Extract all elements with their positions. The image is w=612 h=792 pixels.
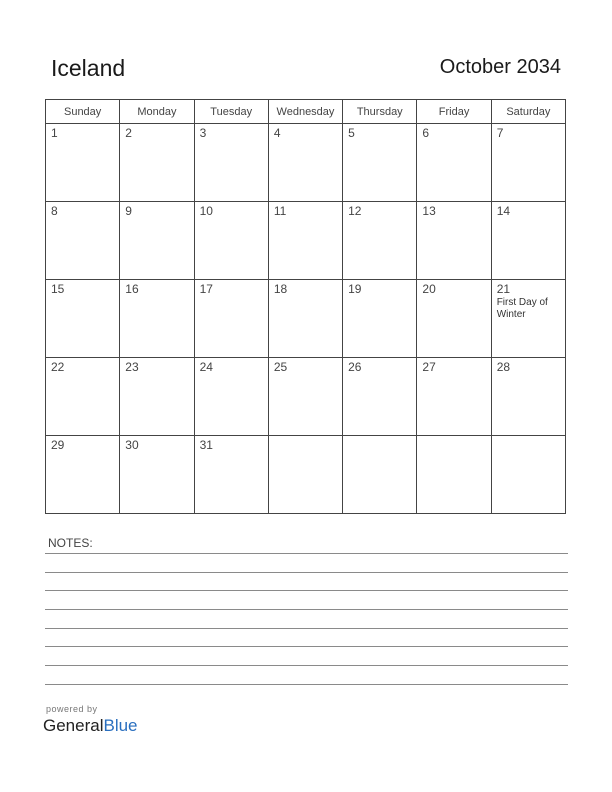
day-number: 10 xyxy=(199,204,213,218)
day-number: 26 xyxy=(348,360,362,374)
day-number: 16 xyxy=(125,282,139,296)
day-number: 22 xyxy=(51,360,65,374)
day-number: 11 xyxy=(273,204,287,218)
day-number: 5 xyxy=(348,126,355,140)
day-number xyxy=(343,436,416,438)
note-line xyxy=(45,665,568,666)
day-cell xyxy=(120,280,194,358)
week-row xyxy=(46,436,566,514)
weekday-sunday: Sunday xyxy=(46,100,120,124)
day-number xyxy=(417,436,490,438)
day-cell xyxy=(491,436,565,514)
day-number: 1 xyxy=(51,126,58,140)
day-number: 4 xyxy=(273,126,281,140)
day-number: 3 xyxy=(199,126,207,140)
day-cell xyxy=(268,124,342,202)
day-cell xyxy=(268,202,342,280)
day-cell xyxy=(194,280,268,358)
week-row xyxy=(46,202,566,280)
day-cell xyxy=(343,280,417,358)
day-number: 29 xyxy=(51,438,65,452)
day-number: 30 xyxy=(125,438,139,452)
day-number: 18 xyxy=(273,282,288,296)
weekday-wednesday: Wednesday xyxy=(268,100,342,124)
day-cell xyxy=(343,358,417,436)
day-cell xyxy=(46,436,120,514)
powered-by-text: powered by xyxy=(46,704,98,714)
day-number xyxy=(269,436,342,438)
day-number: 21 xyxy=(496,282,511,296)
weekday-friday: Friday xyxy=(417,100,491,124)
day-cell xyxy=(120,124,194,202)
day-number: 27 xyxy=(422,360,436,374)
weekday-tuesday: Tuesday xyxy=(194,100,268,124)
day-cell xyxy=(343,202,417,280)
day-number: 14 xyxy=(496,204,511,218)
day-cell xyxy=(194,358,268,436)
note-line xyxy=(45,684,568,685)
day-cell xyxy=(417,202,491,280)
day-number: 9 xyxy=(125,204,132,218)
day-number: 19 xyxy=(348,282,362,296)
day-cell xyxy=(268,358,342,436)
calendar-grid xyxy=(45,99,566,514)
weekday-monday: Monday xyxy=(120,100,194,124)
note-line xyxy=(45,553,568,554)
weekday-header-row xyxy=(46,100,566,124)
day-cell xyxy=(120,436,194,514)
day-number: 20 xyxy=(422,282,436,296)
day-cell xyxy=(491,358,565,436)
weekday-saturday: Saturday xyxy=(491,100,565,124)
note-line xyxy=(45,590,568,591)
day-number: 6 xyxy=(422,126,430,140)
day-cell xyxy=(268,280,342,358)
day-number: 8 xyxy=(51,204,58,218)
day-cell xyxy=(194,436,268,514)
day-cell xyxy=(46,280,120,358)
day-cell xyxy=(417,358,491,436)
day-number: 13 xyxy=(422,204,436,218)
week-row xyxy=(46,358,566,436)
day-number: 15 xyxy=(51,282,65,296)
note-line xyxy=(45,572,568,573)
day-cell xyxy=(491,280,565,358)
day-number: 17 xyxy=(199,282,213,296)
month-year-title: October 2034 xyxy=(439,56,561,78)
day-cell xyxy=(417,124,491,202)
country-title: Iceland xyxy=(51,55,126,81)
week-row xyxy=(46,124,566,202)
day-cell xyxy=(46,358,120,436)
week-row xyxy=(46,280,566,358)
day-cell xyxy=(268,436,342,514)
brand-name-part1: General xyxy=(43,716,104,735)
day-cell xyxy=(46,202,120,280)
note-line xyxy=(45,628,568,629)
day-number: 7 xyxy=(496,126,504,140)
day-number: 25 xyxy=(273,360,288,374)
note-line xyxy=(45,646,568,647)
day-number: 2 xyxy=(125,126,132,140)
day-cell xyxy=(120,358,194,436)
day-cell xyxy=(194,124,268,202)
weekday-thursday: Thursday xyxy=(343,100,417,124)
notes-label: NOTES: xyxy=(48,536,93,550)
day-cell xyxy=(194,202,268,280)
day-cell xyxy=(491,124,565,202)
day-number: 23 xyxy=(125,360,139,374)
day-cell xyxy=(417,280,491,358)
day-number: 24 xyxy=(199,360,213,374)
day-cell xyxy=(491,202,565,280)
day-number xyxy=(492,436,565,438)
day-number: 31 xyxy=(199,438,213,452)
day-cell xyxy=(343,436,417,514)
brand-logo xyxy=(43,716,138,736)
day-number: 28 xyxy=(496,360,511,374)
day-cell xyxy=(343,124,417,202)
note-line xyxy=(45,609,568,610)
brand-name-part2: Blue xyxy=(103,716,138,735)
day-cell xyxy=(46,124,120,202)
day-cell xyxy=(120,202,194,280)
holiday-label: First Day of Winter xyxy=(496,297,548,320)
day-cell xyxy=(417,436,491,514)
day-number: 12 xyxy=(348,204,362,218)
